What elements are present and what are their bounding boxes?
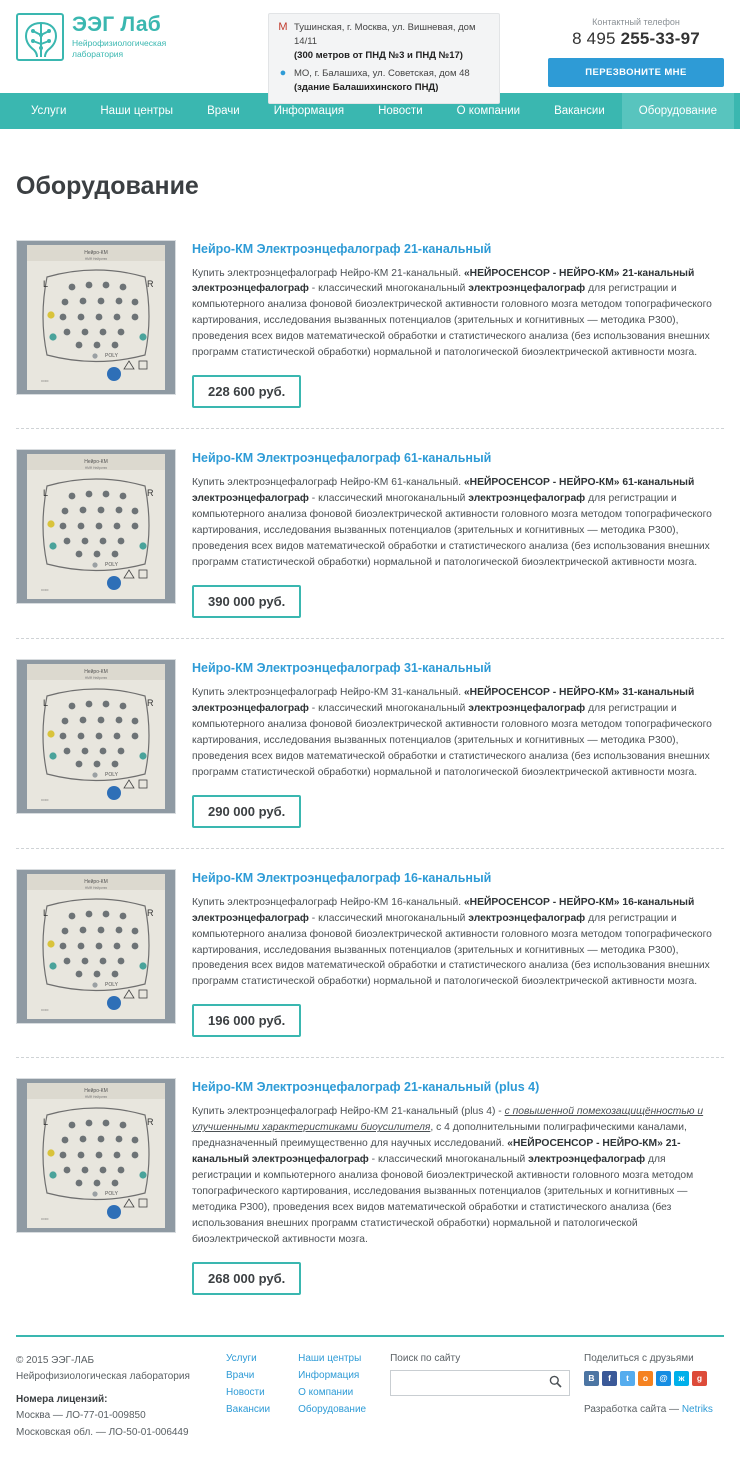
page-title: Оборудование [16,171,199,200]
footer-link-informaciya[interactable]: Информация [298,1369,360,1381]
desc-part-2: - классический многоканальный [368,1154,529,1166]
desc-bold-1: «НЕЙРОСЕНСОР - НЕЙРО-КМ» 16-канальный электроэнцефалограф [192,896,695,924]
svg-text:L: L [43,697,49,708]
product-title-link[interactable]: Нейро-КМ Электроэнцефалограф 61-канальный [192,451,492,466]
footer-link-novosti[interactable]: Новости [226,1386,265,1398]
product-description [192,895,724,991]
contact-phone[interactable] [548,29,724,49]
logo[interactable] [16,13,246,61]
footer-company: Нейрофизиологическая лаборатория [16,1371,190,1383]
logo-subtitle [72,38,166,59]
address-moscow-line: Тушинская, г. Москва, ул. Вишневая, дом 14/11 [294,22,476,47]
address-moscow [278,21,490,62]
svg-text:POLY: POLY [105,981,118,988]
desc-bold-1: «НЕЙРОСЕНСОР - НЕЙРО-КМ» 31-канальный электроэнцефалограф [192,686,695,714]
desc-bold-2: электроэнцефалограф [468,912,586,924]
product-item [16,659,724,849]
product-price: 390 000 руб. [192,585,301,618]
desc-part-2: - классический многоканальный [308,912,469,924]
product-description [192,685,724,781]
product-title-link[interactable]: Нейро-КМ Электроэнцефалограф 21-канальный (plus 4) [192,1080,540,1095]
site-header [0,0,740,93]
svg-text:L: L [43,278,49,289]
svg-text:POLY: POLY [105,352,118,359]
svg-text:R: R [147,1117,154,1128]
facebook-icon[interactable]: f [602,1371,617,1386]
search-wrapper [390,1370,570,1396]
nav-item-vakansii[interactable]: Вакансии [554,105,605,117]
product-title-link[interactable]: Нейро-КМ Электроэнцефалограф 21-канальный [192,241,492,256]
footer-licenses-title: Номера лицензий: [16,1393,108,1405]
svg-text:НМФ Нейротех: НМФ Нейротех [84,675,108,680]
desc-underlined: с повышенной помехозащищённостью и улучшенными характеристиками биоусилителя [192,1106,704,1134]
svg-text:Нейро-КМ: Нейро-КМ [84,249,108,256]
svg-text:Нейро-КМ: Нейро-КМ [84,878,108,885]
svg-text:POLY: POLY [105,771,118,778]
social-links [584,1371,724,1386]
svg-text:▭▭: ▭▭ [41,796,49,802]
desc-part-3: для регистрации и компьютерного анализа фоновой биоэлектрической активности головного мозга методом топографического картирования, исследования вызванных потенциалов (зрительных и когнитивных — методика Р300), проведения всех видов математической обработки и статистического анализа (без использования внешних программ статистической обработки) нормальной и патологической биоэлектрической активности мозга. [192,283,712,359]
svg-text:НМФ Нейротех: НМФ Нейротех [84,466,108,471]
product-item [16,1078,724,1315]
share-label: Поделиться с друзьями [584,1352,694,1364]
product-price: 268 000 руб. [192,1262,301,1295]
product-info [192,869,724,1038]
nav-item-uslugi[interactable]: Услуги [31,105,67,117]
brain-logo-icon [16,13,64,61]
desc-bold-2: электроэнцефалограф [468,283,586,295]
desc-part-1: Купить электроэнцефалограф Нейро-КМ 16-канальный. [192,896,464,908]
svg-text:▭▭: ▭▭ [41,587,49,593]
phone-prefix: 8 495 [572,29,621,48]
svg-text:Нейро-КМ: Нейро-КМ [84,459,108,466]
svg-text:R: R [147,907,154,918]
product-description [192,475,724,571]
desc-part-2: - классический многоканальный [308,283,469,295]
desc-part-2: - классический многоканальный [308,702,469,714]
map-pin-icon: ● [279,67,287,80]
footer-developer [584,1404,724,1415]
desc-part-3: для регистрации и компьютерного анализа фоновой биоэлектрической активности головного мозга методом топографического картирования, исследования вызванных потенциалов (зрительных и когнитивных — методика Р300), проведения всех видов математической обработки и статистического анализа (без использования внешних программ статистической обработки) нормальной и патологической биоэлектрической активности мозга. [192,702,712,778]
nav-item-novosti[interactable]: Новости [378,105,423,117]
contact-block [548,13,724,87]
product-description [192,1104,724,1248]
odnoklassniki-icon[interactable]: о [638,1371,653,1386]
desc-bold-1: «НЕЙРОСЕНСОР - НЕЙРО-КМ» 21-канальный электроэнцефалограф [192,1138,681,1166]
footer-link-nashi-centry[interactable]: Наши центры [298,1352,362,1364]
desc-part-1: Купить электроэнцефалограф Нейро-КМ 21-канальный (plus 4) - [192,1106,505,1118]
product-info [192,1078,724,1295]
developer-label: Разработка сайта — [584,1403,682,1415]
svg-text:НМФ Нейротех: НМФ Нейротех [84,1095,108,1100]
desc-part-1b: , с 4 дополнительными полиграфическими каналами, предназначенный преимущественно для научных исследований. [192,1122,687,1150]
product-image[interactable] [16,869,176,1024]
svg-text:R: R [147,697,154,708]
footer-links [226,1353,366,1442]
product-description [192,266,724,362]
desc-bold-1: «НЕЙРОСЕНСОР - НЕЙРО-КМ» 61-канальный электроэнцефалограф [192,477,695,505]
product-title-link[interactable]: Нейро-КМ Электроэнцефалограф 16-канальный [192,870,492,885]
product-list [0,218,740,1315]
product-item [16,240,724,430]
svg-text:НМФ Нейротех: НМФ Нейротех [84,256,108,261]
desc-part-1: Купить электроэнцефалограф Нейро-КМ 31-канальный. [192,686,464,698]
logo-title: ЭЭГ Лаб [72,13,161,37]
footer-link-vakansii[interactable]: Вакансии [226,1403,271,1415]
footer-license-moscow: Москва — ЛО-77-01-009850 [16,1410,146,1422]
svg-text:НМФ Нейротех: НМФ Нейротех [84,885,108,890]
address-balashikha-note: (здание Балашихинского ПНД) [294,82,439,94]
address-balashikha-line: МО, г. Балашиха, ул. Советская, дом 48 [294,68,470,80]
svg-text:▭▭: ▭▭ [41,1006,49,1012]
phone-number: 255-33-97 [620,29,700,48]
footer-links-col-1 [226,1353,270,1442]
nav-item-nashi-centry[interactable]: Наши центры [100,105,174,117]
footer-license-region: Московская обл. — ЛО-50-01-006449 [16,1426,189,1438]
desc-bold-2: электроэнцефалограф [528,1154,646,1166]
metro-icon: M [278,21,288,33]
svg-text:▭▭: ▭▭ [41,377,49,383]
product-price: 290 000 руб. [192,795,301,828]
product-image[interactable] [16,240,176,395]
footer-link-uslugi[interactable]: Услуги [226,1352,257,1364]
footer-link-oborudovanie[interactable]: Оборудование [298,1403,367,1415]
desc-part-3: для регистрации и компьютерного анализа фоновой биоэлектрической активности головного мозга методом топографического картирования, исследования вызванных потенциалов (зрительных и когнитивных — методика Р300), проведения всех видов математической обработки и статистического анализа (без использования внешних программ статистической обработки) нормальной и патологической биоэлектрической активности мозга. [192,1154,694,1245]
footer-company-info [16,1353,216,1442]
product-title-link[interactable]: Нейро-КМ Электроэнцефалограф 31-канальный [192,660,492,675]
desc-part-1: Купить электроэнцефалограф Нейро-КМ 61-канальный. [192,477,464,489]
desc-part-1: Купить электроэнцефалограф Нейро-КМ 21-канальный. [192,267,464,279]
twitter-icon[interactable]: t [620,1371,635,1386]
footer-links-col-2 [298,1353,366,1442]
svg-text:L: L [43,907,49,918]
svg-text:R: R [147,278,154,289]
mailru-icon[interactable]: @ [656,1371,671,1386]
svg-text:R: R [147,488,154,499]
product-info [192,659,724,828]
logo-text [72,14,166,59]
contact-label: Контактный телефон [592,17,680,27]
svg-text:L: L [43,488,49,499]
product-image[interactable] [16,1078,176,1233]
developer-link[interactable]: Netriks [681,1403,713,1415]
nav-item-vrachi[interactable]: Врачи [207,105,240,117]
callback-button[interactable]: ПЕРЕЗВОНИТЕ МНЕ [548,58,724,87]
footer-copyright: © 2015 ЭЭГ-ЛАБ [16,1354,95,1366]
svg-text:POLY: POLY [105,562,118,569]
nav-item-oborudovanie[interactable]: Оборудование [622,93,734,129]
svg-text:▭▭: ▭▭ [41,1216,49,1222]
footer-share [584,1353,724,1442]
logo-subtitle-line2: лаборатория [72,49,124,60]
product-image[interactable] [16,449,176,604]
vk-icon[interactable]: В [584,1371,599,1386]
footer-link-o-kompanii[interactable]: О компании [298,1386,354,1398]
search-label: Поиск по сайту [390,1352,461,1364]
google-plus-icon[interactable]: g [692,1371,707,1386]
product-info [192,240,724,409]
logo-subtitle-line1: Нейрофизиологическая [72,38,167,49]
footer-link-vrachi[interactable]: Врачи [226,1369,255,1381]
address-balashikha [278,67,490,95]
product-item [16,449,724,639]
search-icon [549,1375,562,1391]
product-item [16,869,724,1059]
desc-bold-2: электроэнцефалограф [468,702,586,714]
search-button[interactable] [542,1371,569,1395]
product-info [192,449,724,618]
desc-bold-2: электроэнцефалограф [468,493,586,505]
site-footer [0,1337,740,1461]
desc-part-2: - классический многоканальный [308,493,469,505]
nav-item-o-kompanii[interactable]: О компании [456,105,521,117]
address-moscow-note: (300 метров от ПНД №3 и ПНД №17) [294,49,463,61]
product-image[interactable] [16,659,176,814]
svg-text:Нейро-КМ: Нейро-КМ [84,1088,108,1095]
desc-part-3: для регистрации и компьютерного анализа фоновой биоэлектрической активности головного мозга методом топографического картирования, исследования вызванных потенциалов (зрительных и когнитивных — методика Р300), проведения всех видов математической обработки и статистического анализа (без использования внешних программ статистической обработки) нормальной и патологической биоэлектрической активности мозга. [192,912,712,988]
svg-text:Нейро-КМ: Нейро-КМ [84,668,108,675]
desc-part-3: для регистрации и компьютерного анализа фоновой биоэлектрической активности головного мозга методом топографического картирования, исследования вызванных потенциалов (зрительных и когнитивных — методика Р300), проведения всех видов математической обработки и статистического анализа (без использования внешних программ статистической обработки) нормальной и патологической биоэлектрической активности мозга. [192,493,712,568]
desc-bold-1: «НЕЙРОСЕНСОР - НЕЙРО-КМ» 21-канальный электроэнцефалограф [192,267,695,295]
nav-item-informaciya[interactable]: Информация [273,105,345,117]
svg-text:L: L [43,1117,49,1128]
address-box [268,13,500,104]
product-price: 196 000 руб. [192,1004,301,1037]
site-search [390,1353,570,1442]
svg-text:POLY: POLY [105,1191,118,1198]
product-price: 228 600 руб. [192,375,301,408]
livejournal-icon[interactable]: ж [674,1371,689,1386]
